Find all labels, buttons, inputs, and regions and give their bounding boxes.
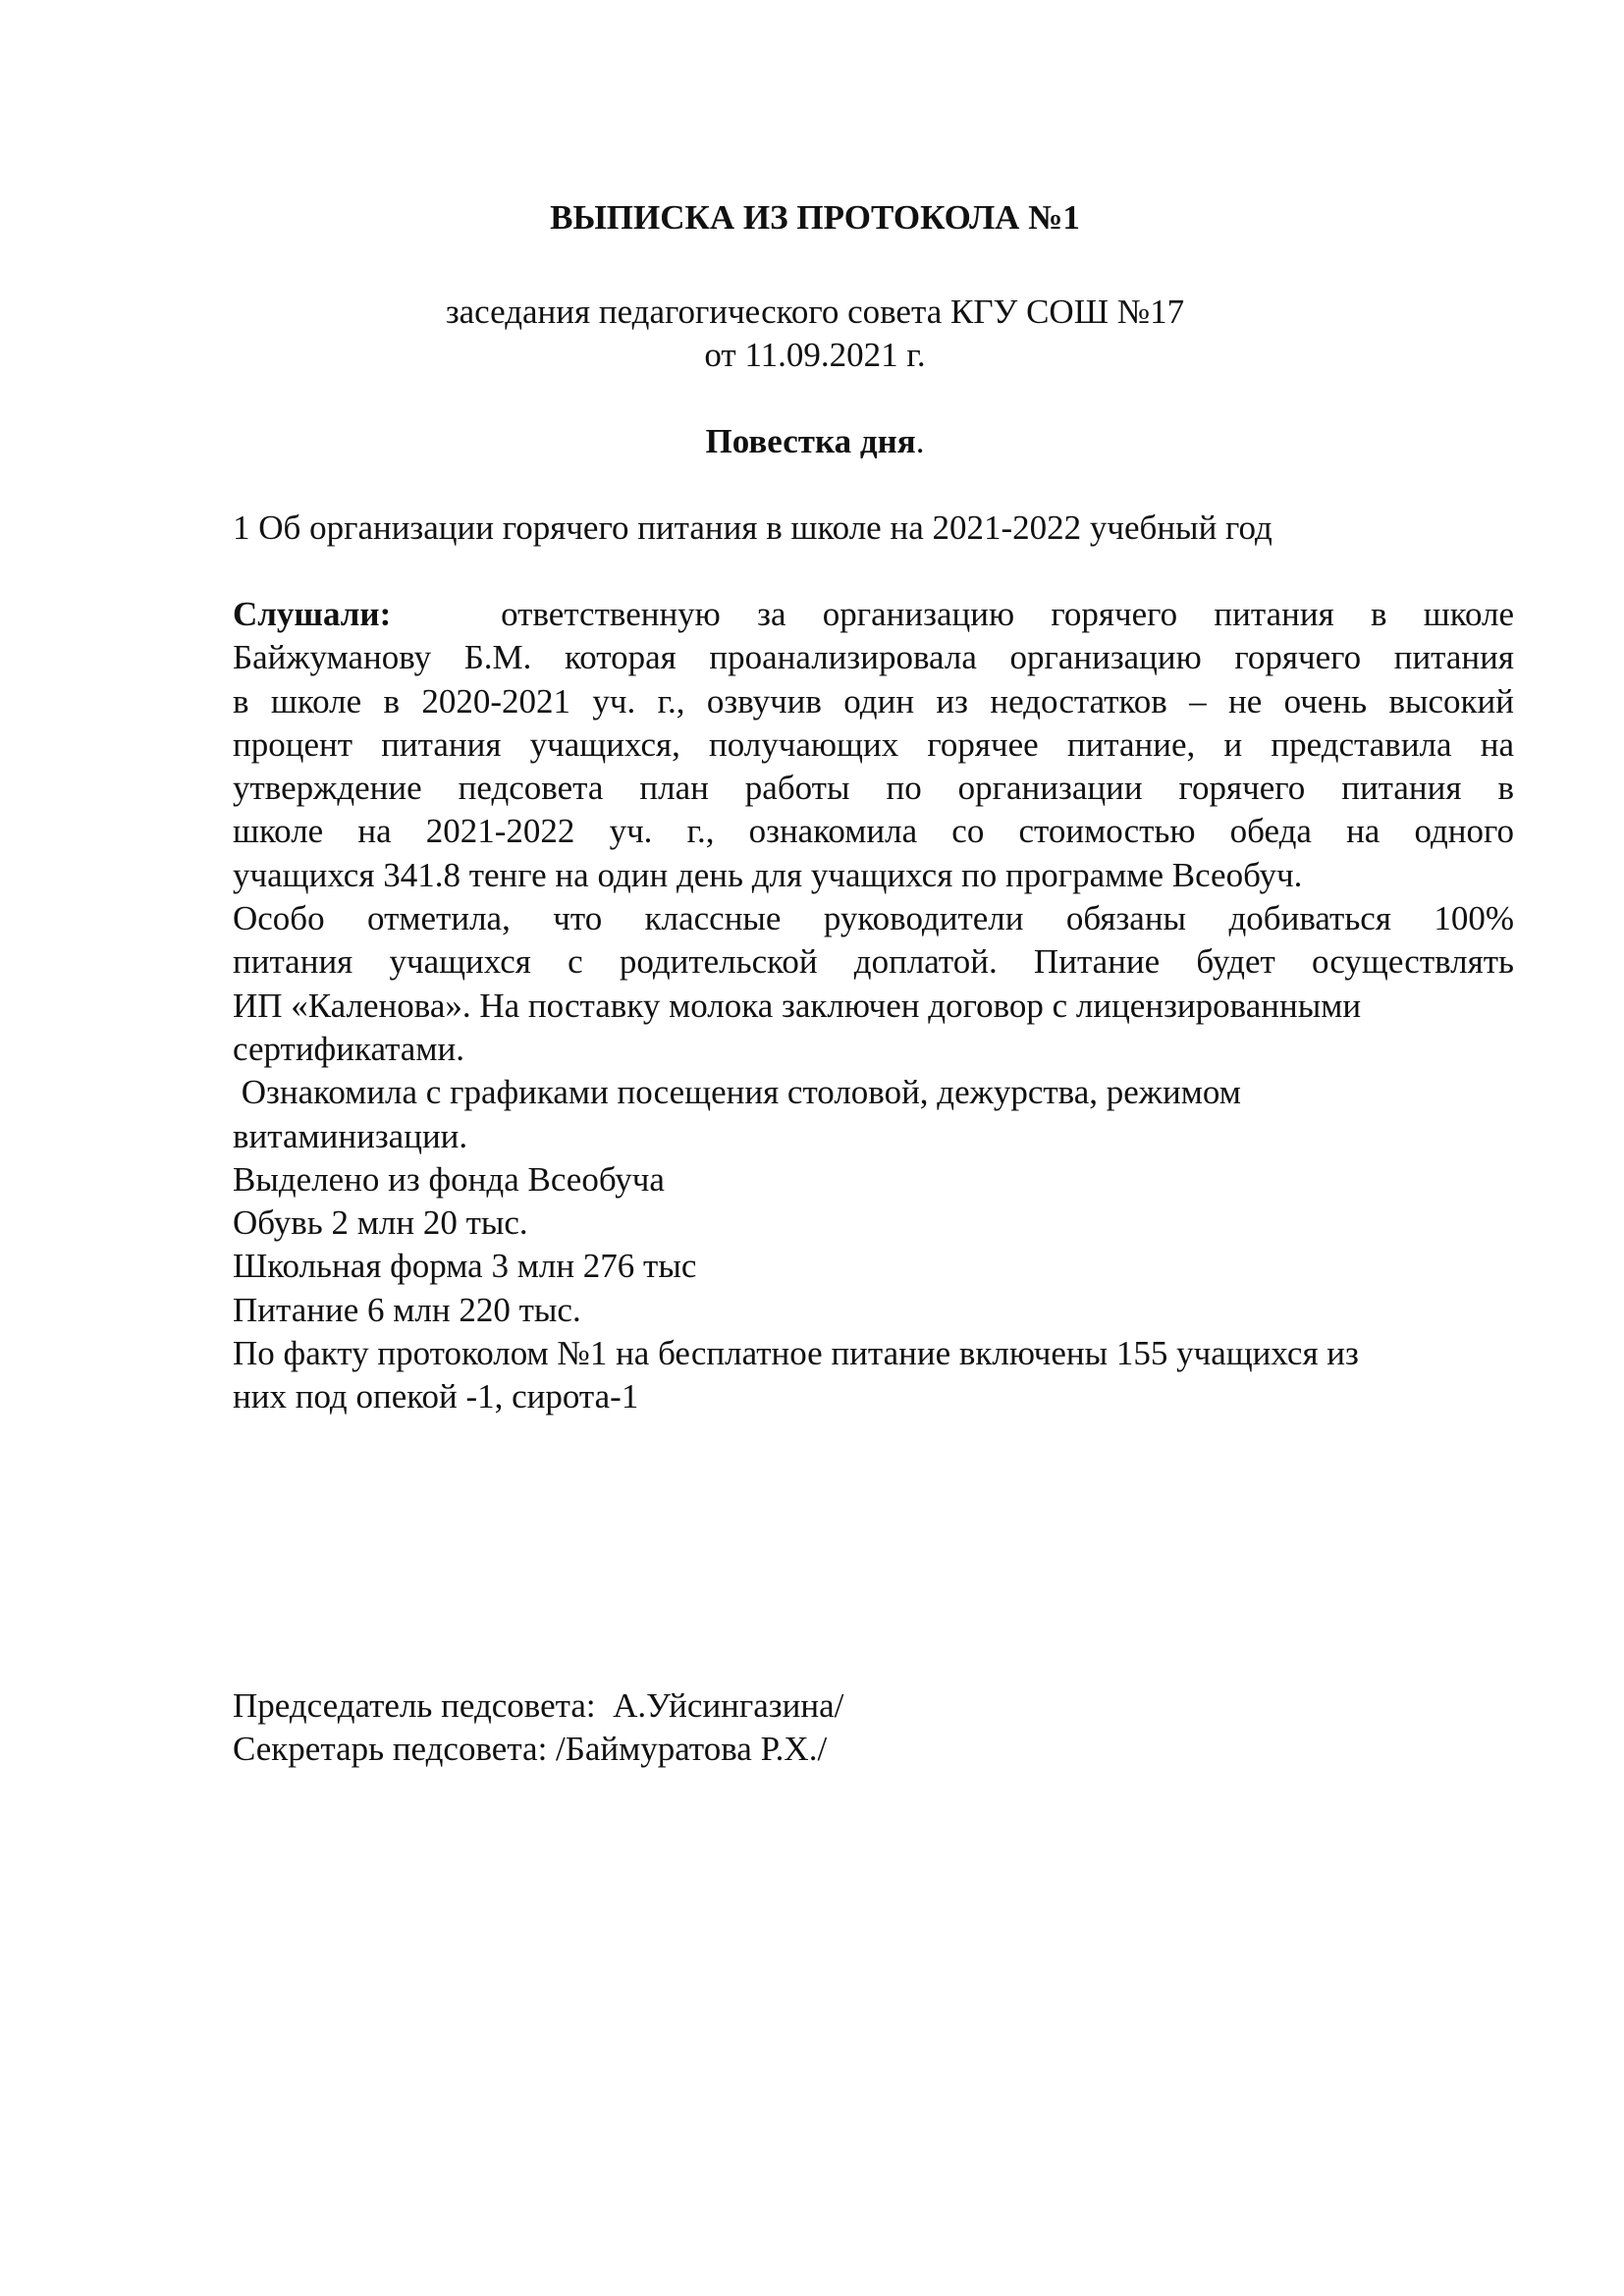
body-line: Ознакомила с графиками посещения столовой, дежурства, режимом (233, 1073, 1241, 1112)
agenda-heading-text: Повестка дня (705, 422, 916, 460)
heard-line: питания учащихся с родительской доплатой. Питание будет осуществлять (233, 942, 1514, 982)
heard-line: утверждение педсовета план работы по организации горячего питания в (233, 769, 1514, 808)
heard-line: ИП «Каленова». На поставку молока заключен договор с лицензированными (233, 986, 1362, 1025)
signatures-block (233, 1684, 843, 1771)
heard-section (233, 593, 1514, 1419)
body-line: них под опекой -1, сирота-1 (233, 1377, 639, 1416)
body-line: Школьная форма 3 млн 276 тыс (233, 1247, 697, 1286)
heard-line: учащихся 341.8 тенге на один день для учащихся по программе Всеобуч. (233, 855, 1303, 894)
agenda-heading (0, 420, 1624, 463)
heard-line: Байжуманову Б.М. которая проанализировала организацию горячего питания (233, 638, 1514, 677)
body-line: Обувь 2 млн 20 тыс. (233, 1203, 528, 1243)
body-line: По факту протоколом №1 на бесплатное питание включены 155 учащихся из (233, 1334, 1359, 1373)
heard-line: сертификатами. (233, 1029, 464, 1068)
document-title: ВЫПИСКА ИЗ ПРОТОКОЛА №1 (550, 198, 1080, 237)
document-subtitle: заседания педагогического совета КГУ СОШ №17 (445, 293, 1185, 331)
secretary-signature: Секретарь педсовета: /Баймуратова Р.Х./ (233, 1730, 828, 1768)
heard-line: в школе в 2020-2021 уч. г., озвучив один из недостатков – не очень высокий (233, 681, 1514, 721)
body-line: Выделено из фонда Всеобуча (233, 1159, 665, 1199)
chair-signature: Председатель педсовета: А.Уйсингазина/ (233, 1686, 844, 1725)
agenda-item-1: 1 Об организации горячего питания в школе на 2021-2022 учебный год (233, 508, 1272, 547)
document-date: от 11.09.2021 г. (704, 336, 926, 374)
heard-line: процент питания учащихся, получающих горячее питание, и представила на (233, 724, 1514, 764)
body-line: витаминизации. (233, 1116, 468, 1155)
body-line: Питание 6 млн 220 тыс. (233, 1290, 581, 1329)
agenda-heading-suffix: . (915, 422, 925, 460)
heard-line: школе на 2021-2022 уч. г., ознакомила со стоимостью обеда на одного (233, 812, 1514, 851)
heard-line: Особо отметила, что классные руководители обязаны добиваться 100% (233, 899, 1514, 938)
heard-label: Слушали: (233, 595, 392, 633)
heard-paragraph (233, 593, 1514, 1071)
heard-line: Слушали: ответственную за организацию горячего питания в школе (233, 595, 1514, 633)
